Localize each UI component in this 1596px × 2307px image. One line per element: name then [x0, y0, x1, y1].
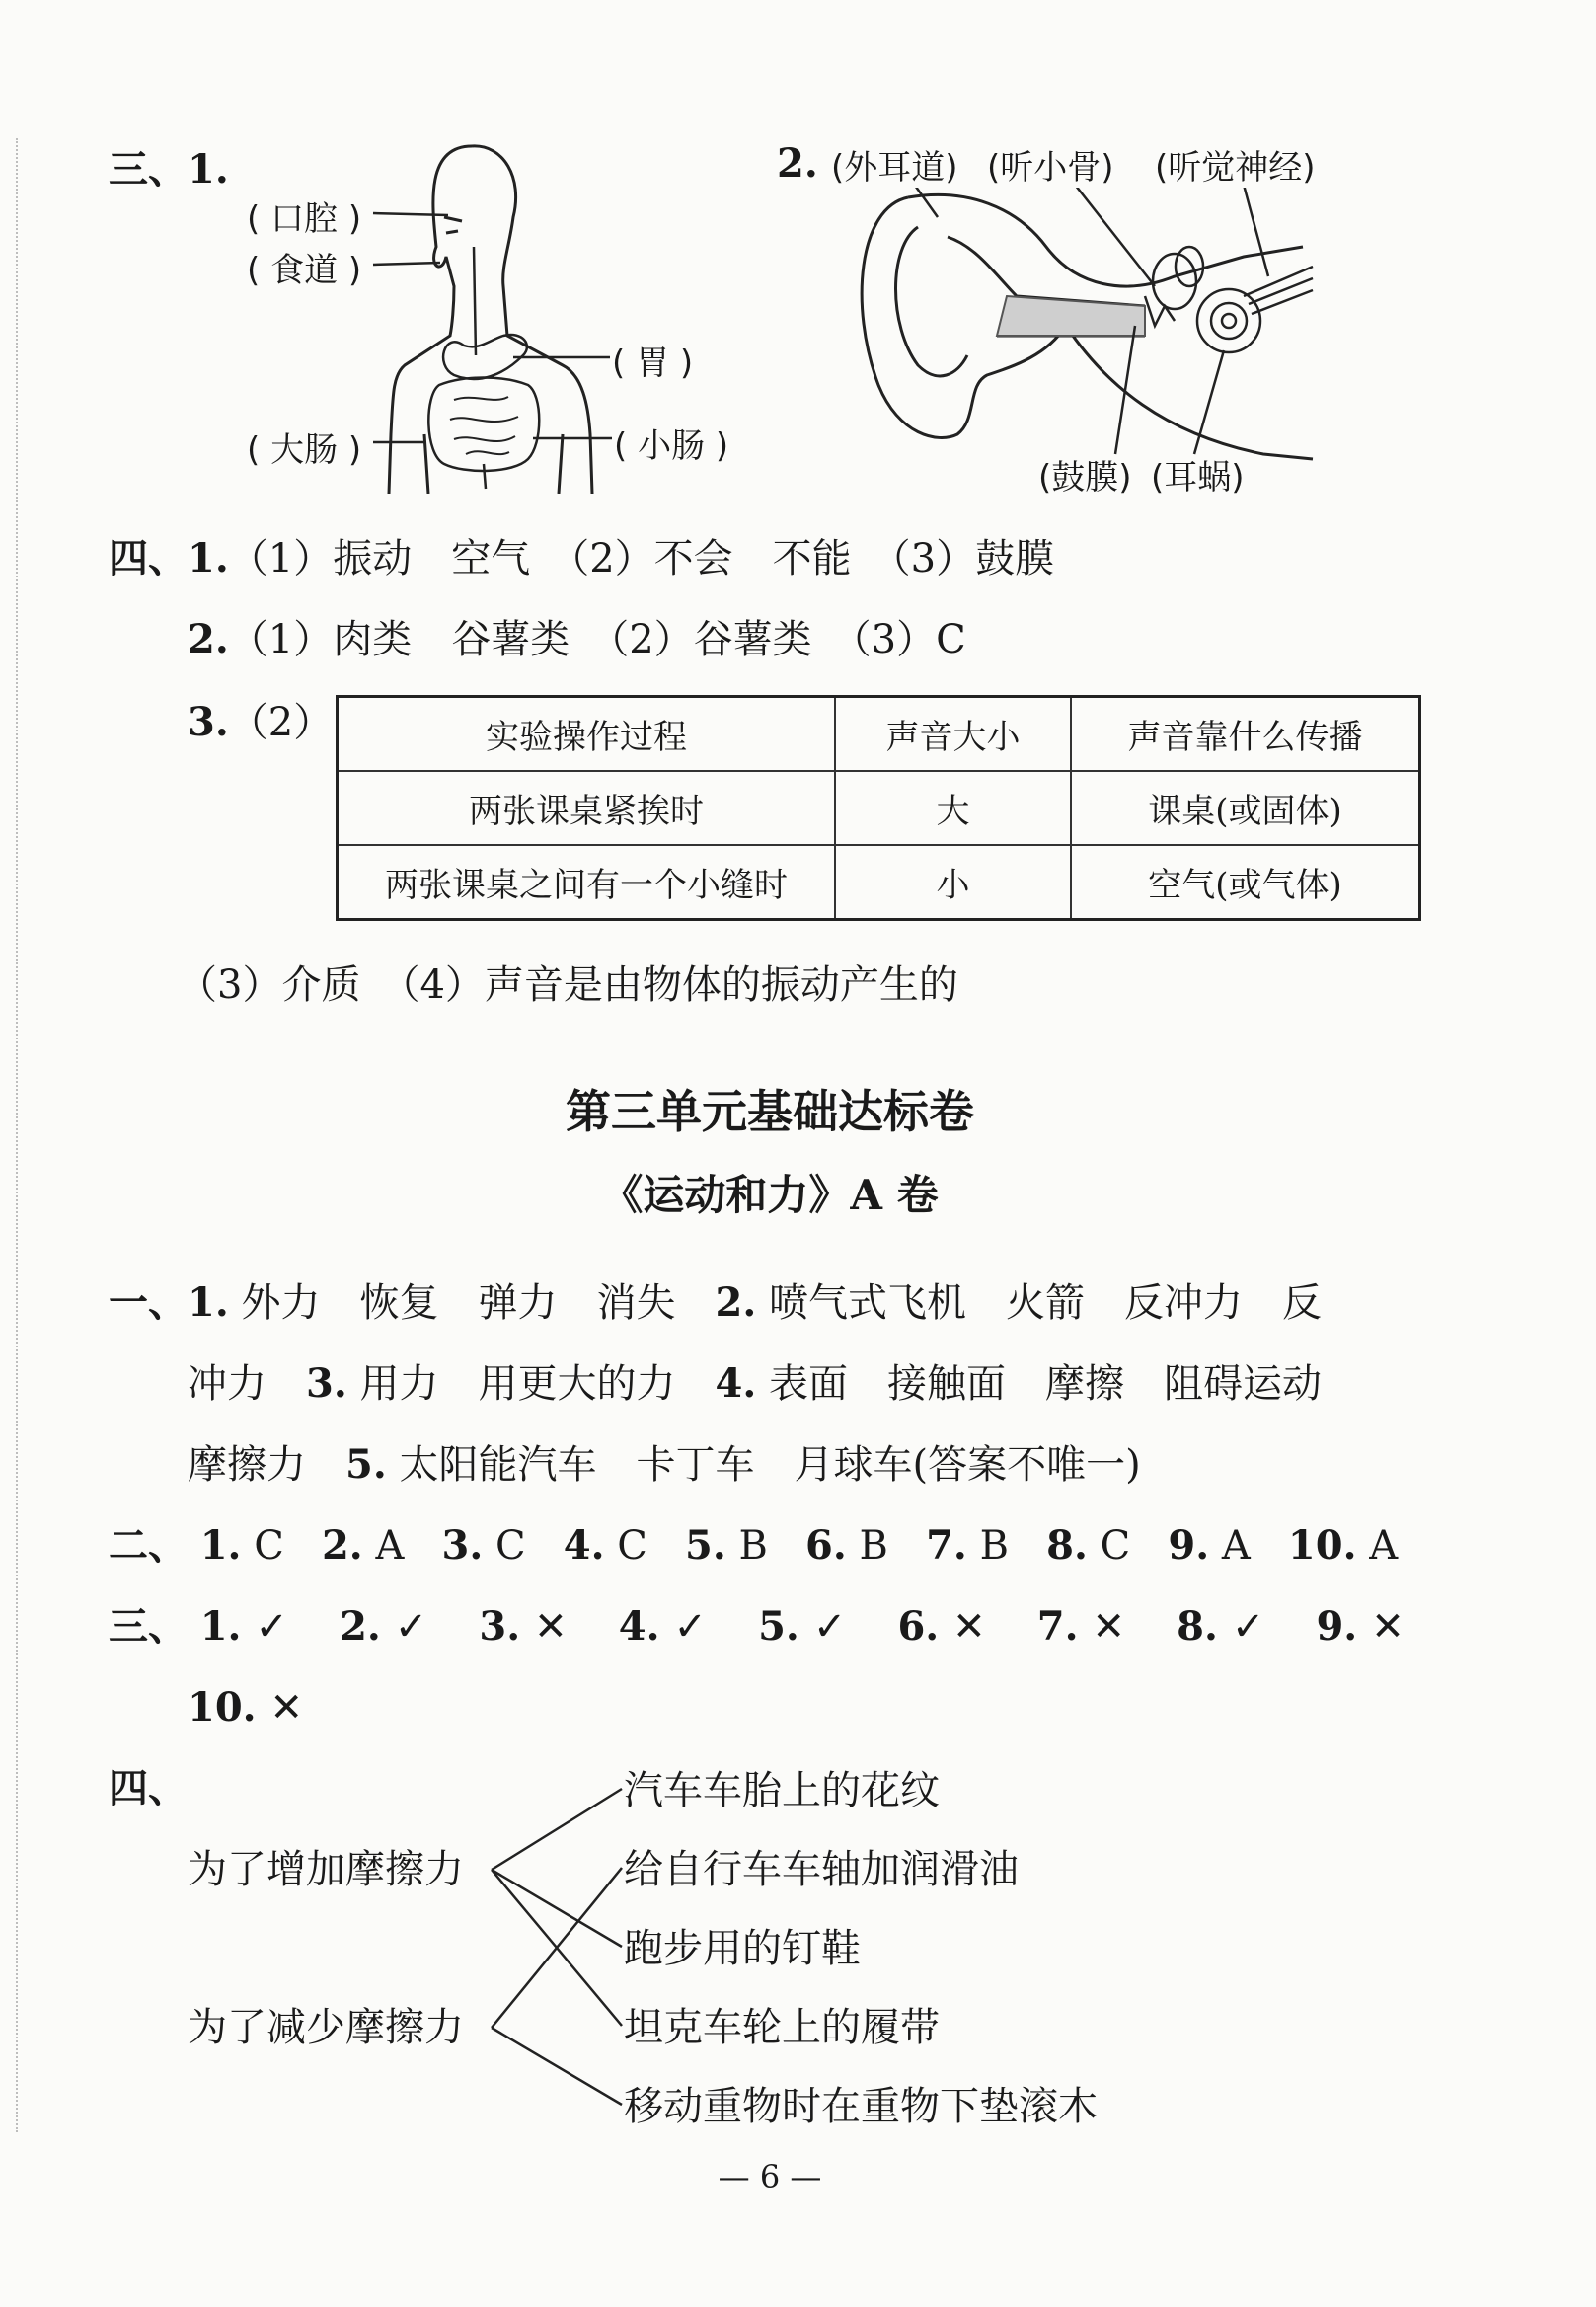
question-number: 3. [441, 1522, 484, 1569]
u3-judgement-answers [109, 1603, 1406, 1651]
question-number: 1. [188, 535, 229, 581]
question-number: 3. [188, 699, 229, 745]
question-number: 4. [715, 1360, 757, 1407]
table-row [338, 845, 1420, 920]
label-outer-ear-canal: (外耳道) [831, 148, 958, 188]
answer-text: （1）肉类 谷薯类 （2）谷薯类 （3）C [228, 617, 966, 662]
choice-answer: C [494, 1523, 526, 1569]
cross-mark-icon: ✕ [952, 1604, 986, 1650]
question-number: 9. [1168, 1522, 1210, 1569]
answer-text: （1）振动 空气 （2）不会 不能 （3）鼓膜 [228, 536, 1055, 581]
table-cell: 两张课桌之间有一个小缝时 [338, 845, 836, 920]
u1-line-2 [188, 1360, 1322, 1408]
cross-mark-icon: ✕ [1092, 1604, 1126, 1650]
answer-text: 用力 用更大的力 [346, 1361, 716, 1407]
question-number: 4. [618, 1603, 660, 1650]
check-mark-icon: ✓ [394, 1604, 428, 1650]
label-stomach: ( 胃 ) [612, 344, 694, 383]
ear-question-number: 2. [777, 140, 818, 187]
table-cell: 两张课桌紧挨时 [338, 771, 836, 845]
section-3-heading [109, 146, 229, 193]
check-mark-icon: ✓ [255, 1604, 288, 1650]
label-ossicles: (听小骨) [987, 148, 1114, 188]
match-right-item: 移动重物时在重物下垫滚木 [624, 2084, 1098, 2129]
answer-text: 喷气式飞机 火箭 反冲力 反 [756, 1280, 1322, 1326]
match-right-item: 跑步用的钉鞋 [624, 1926, 861, 1971]
label-mouth: ( 口腔 ) [247, 199, 362, 239]
question-number: 7. [926, 1522, 967, 1569]
label-eardrum: (鼓膜) [1038, 458, 1132, 498]
match-right-item: 坦克车轮上的履带 [624, 2005, 940, 2050]
u1-line-1 [109, 1279, 1322, 1327]
match-right-item: 给自行车车轴加润滑油 [624, 1847, 1019, 1892]
question-number: 6. [897, 1603, 940, 1650]
question-number: 7. [1036, 1603, 1079, 1650]
table-cell: 空气(或气体) [1071, 845, 1420, 920]
choice-answer: B [738, 1523, 768, 1569]
label-small-intestine: ( 小肠 ) [614, 426, 729, 466]
s4-question-2 [188, 616, 966, 663]
section-prefix: 二、 [109, 1522, 188, 1569]
question-number: 6. [805, 1522, 847, 1569]
table-header-cell: 声音靠什么传播 [1071, 697, 1420, 772]
label-large-intestine: ( 大肠 ) [247, 430, 362, 470]
s4-question-3 [188, 699, 333, 746]
check-mark-icon: ✓ [1231, 1604, 1265, 1650]
answer-text: 冲力 [188, 1361, 306, 1407]
u1-line-3 [188, 1441, 1141, 1489]
answer-text: 表面 接触面 摩擦 阻碍运动 [756, 1361, 1322, 1407]
section-prefix: 三、 [109, 1603, 188, 1650]
cross-mark-icon: ✕ [269, 1685, 304, 1730]
table-cell: 大 [835, 771, 1071, 845]
cross-mark-icon: ✕ [1371, 1604, 1405, 1650]
question-number: 8. [1177, 1603, 1218, 1650]
question-number: 3. [306, 1360, 347, 1407]
choice-answer: C [1100, 1523, 1131, 1569]
label-auditory-nerve: (听觉神经) [1155, 148, 1316, 188]
question-number: 2. [188, 616, 229, 662]
s4-question-1 [109, 535, 1054, 582]
question-number: 9. [1316, 1603, 1358, 1650]
choice-answer: A [375, 1523, 405, 1569]
check-mark-icon: ✓ [673, 1604, 707, 1650]
choice-answer: A [1369, 1523, 1399, 1569]
table-cell: 课桌(或固体) [1071, 771, 1420, 845]
match-right-item: 汽车车胎上的花纹 [624, 1768, 940, 1813]
page-number: — 6 — [718, 2158, 822, 2195]
label-cochlea: (耳蜗) [1151, 458, 1245, 498]
question-number: 4. [563, 1522, 605, 1569]
unit-title: 第三单元基础达标卷 [566, 1085, 974, 1138]
choice-answer: B [859, 1523, 888, 1569]
section-prefix: 一、 [109, 1279, 188, 1326]
question-number: 5. [758, 1603, 799, 1650]
s4-question-3-tail: （3）介质 （4）声音是由物体的振动产生的 [178, 962, 958, 1008]
choice-answer: A [1221, 1523, 1251, 1569]
question-number: 5. [345, 1441, 387, 1488]
match-left-decrease: 为了减少摩擦力 [188, 2005, 464, 2050]
u4-prefix: 四、 [109, 1765, 188, 1811]
table-header-row [338, 697, 1420, 772]
section-prefix: 四、 [109, 535, 188, 581]
matching-lines [490, 1767, 628, 2122]
u3-judgement-last [188, 1684, 304, 1731]
choice-answer: C [617, 1523, 647, 1569]
answer-text: 太阳能汽车 卡丁车 月球车(答案不唯一) [386, 1442, 1141, 1488]
match-left-increase: 为了增加摩擦力 [188, 1847, 464, 1892]
question-number: 3. [479, 1603, 521, 1650]
cross-mark-icon: ✕ [534, 1604, 568, 1650]
question-number: 1. [199, 1603, 242, 1650]
question-number: 2. [321, 1522, 363, 1569]
question-number: 8. [1046, 1522, 1088, 1569]
experiment-table [336, 695, 1421, 921]
question-number: 5. [685, 1522, 726, 1569]
question-number: 10. [188, 1684, 257, 1730]
question-number: 1. [188, 146, 229, 192]
answer-text: 外力 恢复 弹力 消失 [228, 1280, 716, 1326]
check-mark-icon: ✓ [812, 1604, 847, 1650]
table-row [338, 771, 1420, 845]
body-leader-lines [365, 197, 622, 454]
choice-answer: B [979, 1523, 1009, 1569]
question-number: 10. [1287, 1522, 1357, 1569]
answer-text: 摩擦力 [188, 1442, 345, 1488]
table-header-cell: 实验操作过程 [338, 697, 836, 772]
table-header-cell: 声音大小 [835, 697, 1071, 772]
question-number: 2. [340, 1603, 381, 1650]
choice-answer: C [254, 1523, 284, 1569]
question-number: 2. [715, 1279, 757, 1326]
table-cell: 小 [835, 845, 1071, 920]
unit-subtitle: 《运动和力》A 卷 [601, 1171, 939, 1219]
label-esophagus: ( 食道 ) [247, 251, 362, 290]
u2-choice-answers [109, 1522, 1398, 1570]
question-number: 1. [199, 1522, 242, 1569]
section-prefix: 三、 [109, 146, 188, 192]
ear-structure-figure [849, 188, 1323, 474]
sub-question-number: （2） [228, 700, 334, 745]
question-number: 1. [188, 1279, 229, 1326]
